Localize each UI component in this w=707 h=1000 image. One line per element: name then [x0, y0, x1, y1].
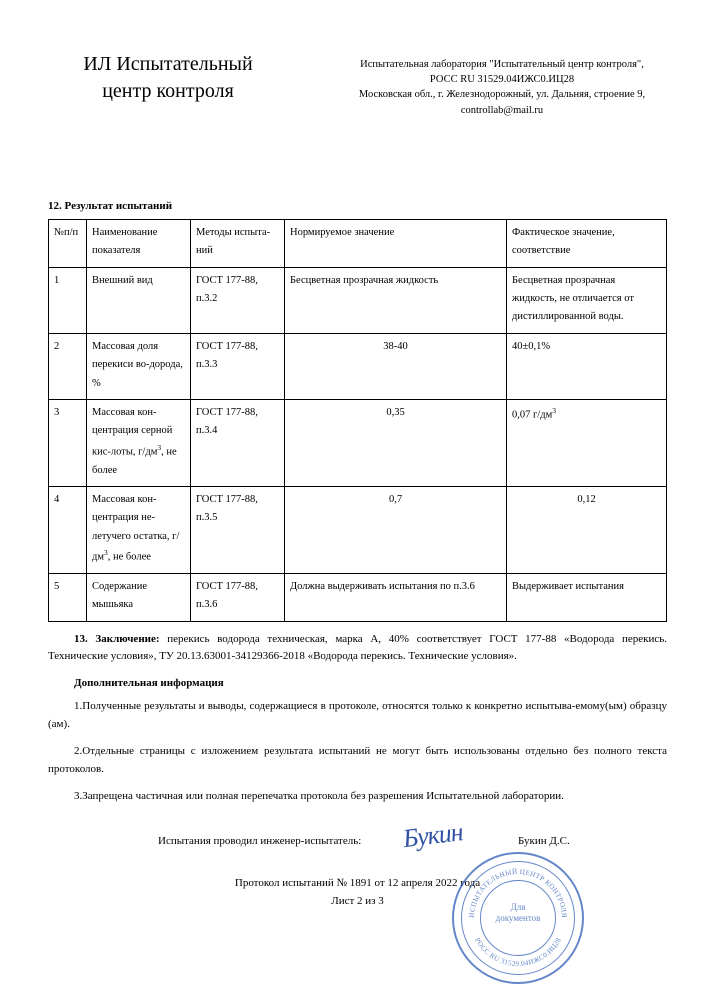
cell-method	[191, 333, 285, 399]
cell-name: Содержание мышьяка	[87, 573, 191, 621]
document-header	[48, 51, 667, 118]
cell-method-line1: ГОСТ 177-88,	[196, 340, 258, 352]
cell-method-line1: ГОСТ 177-88,	[196, 406, 258, 418]
cell-number: 2	[49, 333, 87, 399]
table-header-row	[49, 219, 667, 267]
cell-number: 3	[49, 399, 87, 486]
cell-norm: 38-40	[285, 333, 507, 399]
column-header-method-line2: ний	[196, 245, 213, 257]
cell-method-line2: п.3.2	[196, 293, 218, 304]
column-header-name	[87, 219, 191, 267]
column-header-fact-line2: соответствие	[512, 245, 571, 257]
cell-norm: 0,7	[285, 486, 507, 573]
cell-fact: 0,07 $г/дм^3$	[507, 399, 667, 486]
official-stamp	[452, 852, 584, 984]
cell-method-line1: ГОСТ 177-88,	[196, 493, 258, 505]
cell-method	[191, 399, 285, 486]
additional-info-item-2: 2.Отдельные страницы с изложением результата испытаний не могут быть использованы отдельно без полного текста протоколов.	[48, 744, 667, 775]
cell-fact: 0,12	[507, 486, 667, 573]
laboratory-info-line1: Испытательная лаборатория "Испытательный центр контроля",	[360, 59, 644, 70]
protocol-reference: Протокол испытаний № 1891 от 12 апреля 2022 года	[234, 877, 481, 890]
table-row	[49, 573, 667, 621]
signature-row	[48, 817, 667, 857]
cell-method-line2: п.3.6	[196, 599, 218, 611]
cell-method-line2: п.3.5	[196, 512, 218, 524]
table-row	[49, 333, 667, 399]
cell-name: Внешний вид	[87, 267, 191, 333]
cell-method-line1: ГОСТ 177-88,	[196, 274, 258, 286]
conclusion-paragraph	[48, 631, 667, 667]
cell-number: 1	[49, 267, 87, 333]
table-row	[49, 399, 667, 486]
cell-method-line2: п.3.3	[196, 359, 218, 371]
signature-label: Испытания проводил инженер-испытатель:	[158, 835, 362, 848]
cell-method	[191, 486, 285, 573]
column-header-fact-line1: Фактическое значение,	[512, 226, 615, 238]
cell-method-line1: ГОСТ 177-88,	[196, 580, 258, 592]
column-header-method-line1: Методы испыта-	[196, 226, 271, 238]
organization-title	[48, 51, 288, 105]
results-section-title: 12. Результат испытаний	[48, 199, 173, 212]
column-header-number: №п/п	[49, 219, 87, 267]
cell-name: Массовая кон-центрация не-летучего остатка, $г/дм^3$, не более	[87, 486, 191, 573]
column-header-norm: Нормируемое значение	[285, 219, 507, 267]
cell-number: 4	[49, 486, 87, 573]
cell-fact: Выдерживает испытания	[507, 573, 667, 621]
laboratory-info-line2: РОСС RU 31529.04ИЖС0.ИЦ28	[429, 74, 575, 86]
table-row	[49, 267, 667, 333]
document-footer	[48, 875, 667, 910]
cell-number: 5	[49, 573, 87, 621]
organization-title-line2: центр контроля	[102, 80, 234, 102]
column-header-name-line1: Наименование	[92, 226, 158, 238]
laboratory-info	[337, 51, 667, 118]
results-table	[48, 219, 667, 622]
conclusion-text: перекись водорода техническая, марка А, 40% соответствует ГОСТ 177-88 «Водорода перекись. Технические условия», ТУ 20.13.63001-34129366-2018 «Водорода перекись. Технические условия».	[48, 632, 668, 663]
page-number: Лист 2 из 3	[331, 894, 384, 907]
cell-method	[191, 573, 285, 621]
stamp-bottom-arc-text: РОСС RU 31529.04ИЖС0.ИЦ28	[473, 936, 563, 969]
additional-info-title: Дополнительная информация	[74, 677, 224, 690]
signer-name: Букин Д.С.	[518, 835, 570, 848]
laboratory-info-line3: Московская обл., г. Железнодорожный, ул. Дальняя, строение 9,	[358, 89, 646, 101]
stamp-top-arc-text: ИСПЫТАТЕЛЬНЫЙ ЦЕНТР КОНТРОЛЯ	[467, 867, 569, 919]
handwritten-signature: Букин	[401, 817, 465, 854]
table-row	[49, 486, 667, 573]
additional-info-item-1: 1.Полученные результаты и выводы, содержащиеся в протоколе, относятся только к конкретно испытыва-емому(ым) образцу (ам).	[48, 700, 667, 731]
stamp-center-line1: Для	[510, 902, 526, 912]
cell-norm: Бесцветная прозрачная жидкость	[285, 267, 507, 333]
additional-info-item-3: 3.Запрещена частичная или полная перепечатка протокола без разрешения Испытательной лаборатории.	[74, 789, 564, 802]
column-header-name-line2: показателя	[92, 245, 141, 257]
conclusion-label: 13. Заключение:	[74, 632, 160, 645]
stamp-center-line2: документов	[495, 913, 541, 924]
cell-name: Массовая кон-центрация серной кис-лоты, $г/дм^3$, не более	[87, 399, 191, 486]
stamp-arc-text	[454, 854, 582, 982]
cell-name: Массовая доля перекиси во-дорода, %	[87, 333, 191, 399]
cell-method	[191, 267, 285, 333]
cell-fact: 40±0,1%	[507, 333, 667, 399]
cell-norm: Должна выдерживать испытания по п.3.6	[285, 573, 507, 621]
cell-fact: Бесцветная прозрачная жидкость, не отличается от дистиллированной воды.	[507, 267, 667, 333]
cell-norm: 0,35	[285, 399, 507, 486]
column-header-method	[191, 219, 285, 267]
organization-title-line1: ИЛ Испытательный	[83, 53, 253, 75]
cell-method-line2: п.3.4	[196, 425, 218, 437]
laboratory-info-line4: controllab@mail.ru	[460, 104, 544, 116]
column-header-fact	[507, 219, 667, 267]
